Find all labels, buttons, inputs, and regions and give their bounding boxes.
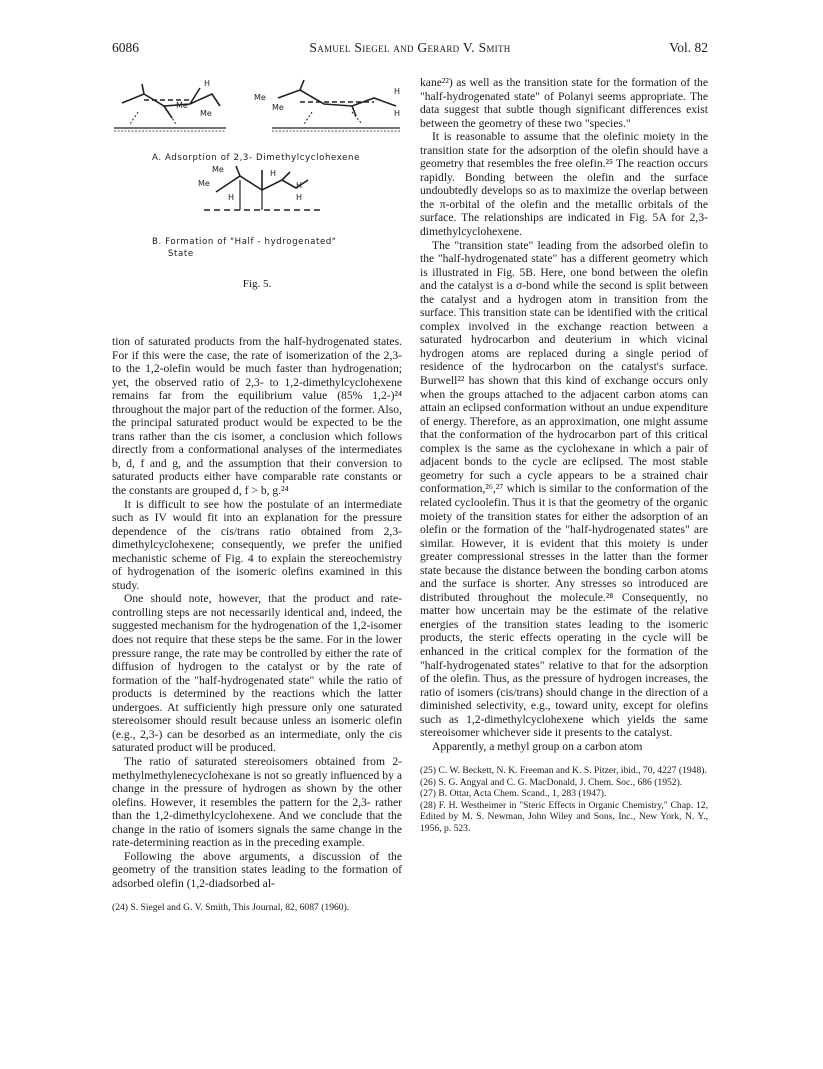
svg-text:H: H [270,169,277,178]
svg-text:Me: Me [198,179,210,188]
page-header [112,40,708,58]
svg-text:H: H [394,109,401,118]
svg-text:H: H [228,193,235,202]
svg-text:Me: Me [272,103,284,112]
figure-caption-b-line1: B. Formation of "Half - hydrogenated" [152,237,337,247]
left-paragraph-2: It is difficult to see how the postulate of an intermediate such as IV would fit into an explanation for the pressure dependence of the cis/trans ratio obtained from 2,3-dimethylcyclohexene; consequently, we prefer the unified mechanistic scheme of Fig. 4 to explain the stereochemistry of hydrogenation of the isomeric olefins examined in this study. [112,497,402,592]
molecule-diagrams [112,76,402,306]
page-number: 6086 [112,40,139,55]
left-paragraph-1: tion of saturated products from the half-hydrogenated states. For if this were the case, the rate of isomerization of the 2,3- to the 1,2-olefin would be much faster than hydrogenation; yet, the observed ratio of 2,3- to 1,2-dimethylcyclohexene remains far from the equilibrium value (85% 1,2-)²⁴ throughout the major part of the reduction of the former. Also, the principal saturated product would be expected to be the trans rather than the cis isomer, a conclusion which follows directly from a conformational analyses of the intermediates b, d, f and g, and the assumption that their conversion to saturated products either have comparable rate constants or the constants are grouped d, f > b, g.²⁴ [112,335,402,498]
svg-text:Me: Me [254,93,266,102]
svg-text:H: H [296,181,303,190]
svg-text:Me: Me [176,101,188,110]
right-paragraph-2: It is reasonable to assume that the olefinic moiety in the transition state for the adsorption of the olefin should have a geometry that resembles the free olefin.²⁵ The reaction occurs rapidly. Bonding between the olefin and the surface undoubtedly develops so as to maximize the overlap between the π-orbital of the olefin and the metallic orbitals of the surface. The relationships are indicated in Fig. 5A for 2,3-dimethylcyclohexene. [420,130,708,239]
svg-text:H: H [204,79,211,88]
svg-text:Me: Me [200,109,212,118]
right-paragraph-4: Apparently, a methyl group on a carbon atom [432,739,643,753]
figure-caption-a: A. Adsorption of 2,3- Dimethylcyclohexene [152,153,360,163]
footnote-25: (25) C. W. Beckett, N. K. Freeman and K. S. Pitzer, ibid., 70, 4227 (1948). [420,765,707,777]
footnote-27: (27) B. Ottar, Acta Chem. Scand., 1, 283 (1947). [420,788,607,800]
right-paragraph-3: The "transition state" leading from the adsorbed olefin to the "half-hydrogenated state" has a different geometry which is illustrated in Fig. 5B. Here, one bond between the olefin and the catalyst is a σ-bond while the second is split between the catalyst and a hydrogen atom in transition from the surface. This transition state can be identified with the critical complex involved in the exchange reaction between a saturated hydrocarbon and deuterium in which vicinal hydrogen atoms are replaced during a single period of residence of the hydrocarbon on the catalyst's surface. Burwell²² has shown that this kind of exchange occurs only when the groups attached to the adjacent carbon atoms can attain an eclipsed conformation without an undue expenditure of energy. Therefore, as an approximation, one might assume that the conformation of the hydrocarbon part of this critical complex is the same as the cyclohexane in which a pair of adjacent bonds to the cycle are eclipsed. The most stable geometry for such a cycle appears to be a strained chair conformation,²⁶,²⁷ which is similar to the conformation of the related cycloolefin. Thus it is that the geometry of the organic moiety of the transition states for either the adsorption of an olefin or the formation of the "half-hydrogenated states" are similar. However, it is evident that this moiety is under greater compressional stresses in the latter than the former state because the distance between the bonding carbon atoms and the surface is shorter. Any stresses so introduced are distributed throughout the molecule.²⁸ Consequently, no matter how uncertain may be the estimate of the relative energies of the transition states leading to the isomeric products, the steric effects operating in the cycle will be enhanced in the critical complex for the formation of the "half-hydrogenated states" relative to that for the adsorption of the olefin. Thus, as the pressure of hydrogen increases, the ratio of isomers (cis/trans) should change in the direction of a diminished selectivity, e.g., toward unity, except for olefins such as 1,2-dimethylcyclohexene which yields the same stereoisomer whichever side it presents to the catalyst. [420,238,708,740]
figure-caption-b-line2: State [168,249,194,259]
left-paragraph-4: The ratio of saturated stereoisomers obtained from 2-methylmethylenecyclohexane is not so greatly influenced by a change in the pressure of hydrogen as shown by the other olefins. However, it resembles the pattern for the 2,3- rather than the 1,2-dimethylcyclohexene. And we conclude that the change in the ratio of isomers signals the same change in the rate-determining reaction as in the preceding example. [112,754,402,850]
right-column [420,76,708,834]
footnote-26: (26) S. G. Angyal and C. G. MacDonald, J. Chem. Soc., 686 (1952). [420,776,683,788]
running-head-authors: Samuel Siegel and Gerard V. Smith [309,40,511,55]
svg-text:H: H [394,87,401,96]
left-column [112,76,402,914]
footnote-24: (24) S. Siegel and G. V. Smith, This Journal, 82, 6087 (1960). [112,902,350,914]
left-paragraph-3: One should note, however, that the product and rate-controlling steps are not necessarily identical and, indeed, the suggested mechanism for the hydrogenation of the 1,2-isomer does not require that these steps be the same. For in the lower pressure range, the rate may be controlled by either the rate of diffusion of hydrogen to the catalyst or by the rate of formation of the "half-hydrogenated state" while the ratio of products is determined by the reactions which the latter undergoes. At sufficiently high pressure only one saturated stereoisomer should result because unless an isomeric olefin (e.g., 2,3-) can be desorbed as an intermediate, only the cis saturated product will be produced. [112,592,402,755]
left-paragraph-5: Following the above arguments, a discussion of the geometry of the transition states leading to the formation of adsorbed olefin (1,2-diadsorbed al- [112,849,402,890]
right-paragraph-1: kane²²) as well as the transition state for the formation of the "half-hydrogenated state" of Polanyi seems appropriate. The data suggest that subtle though significant differences exist between the geometry of these two "species." [420,76,708,130]
svg-text:H: H [296,193,303,202]
figure-label: Fig. 5. [242,278,272,290]
volume-number: Vol. 82 [669,40,708,55]
svg-text:Me: Me [212,165,224,174]
figure-5 [112,76,402,331]
footnote-28: (28) F. H. Westheimer in "Steric Effects in Organic Chemistry," Chap. 12, Edited by M. S. Newman, John Wiley and Sons, Inc., New York, N. Y., 1956, p. 523. [420,799,708,834]
